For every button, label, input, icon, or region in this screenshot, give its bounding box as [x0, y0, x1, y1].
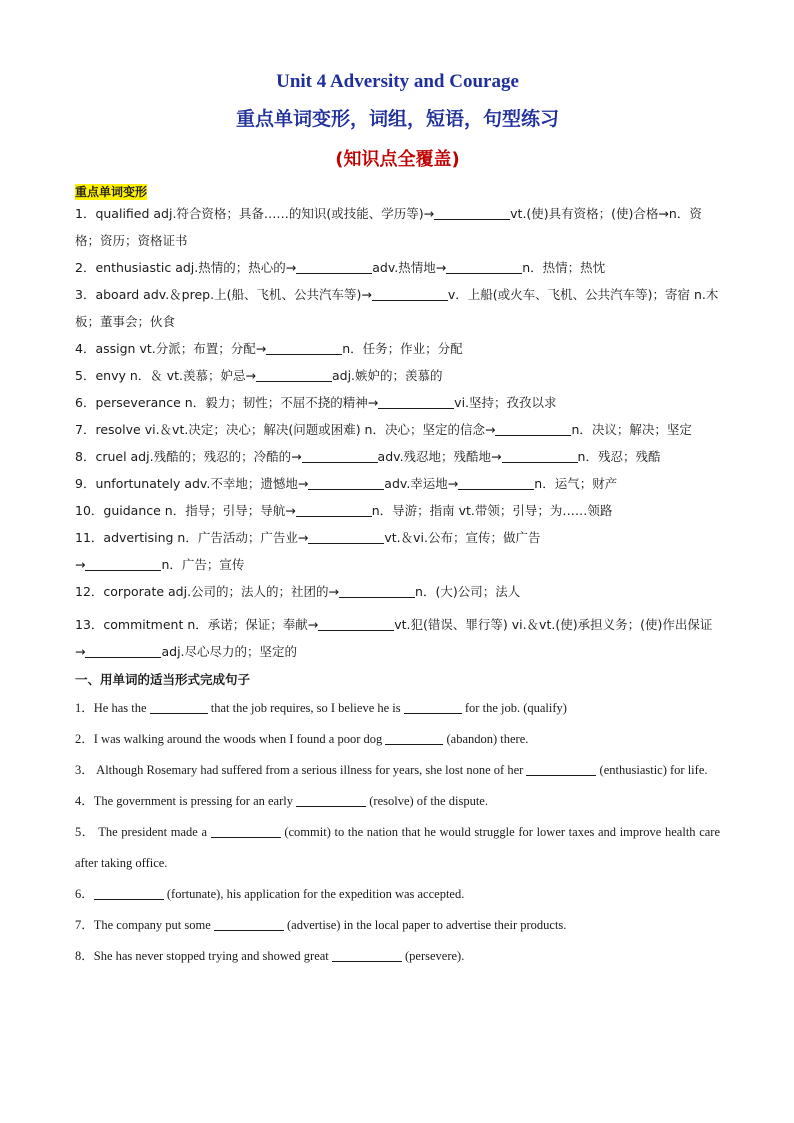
answer-blank[interactable]	[211, 823, 281, 838]
answer-blank[interactable]	[378, 394, 454, 409]
vocab-item: 9．unfortunately adv.不幸地；遗憾地→ adv.幸运地→ n．运气；财产	[75, 476, 618, 491]
exercise-item: 3． Although Rosemary had suffered from a serious illness for years, she lost none of her (enthusiastic) for life.	[75, 763, 708, 777]
answer-blank[interactable]	[296, 792, 366, 807]
exercise-list	[75, 693, 720, 972]
answer-blank[interactable]	[339, 583, 415, 598]
exercise-item: 2．I was walking around the woods when I found a poor dog (abandon) there.	[75, 732, 529, 746]
answer-blank[interactable]	[296, 259, 372, 274]
vocab-item: 4．assign vt.分派；布置；分配→ n．任务；作业；分配	[75, 341, 463, 356]
answer-blank[interactable]	[296, 502, 372, 517]
answer-blank[interactable]	[318, 616, 394, 631]
vocab-item: 3．aboard adv.＆prep.上(船、飞机、公共汽车等)→ v．上船(或火车、飞机、公共汽车等)；寄宿 n.木板；董事会；伙食	[75, 287, 719, 329]
page-subtitle: 重点单词变形，词组，短语，句型练习	[235, 108, 559, 130]
answer-blank[interactable]	[214, 916, 284, 931]
vocab-section-heading: 重点单词变形	[75, 185, 148, 199]
answer-blank[interactable]	[446, 259, 522, 274]
answer-blank[interactable]	[94, 885, 164, 900]
answer-blank[interactable]	[372, 286, 448, 301]
answer-blank[interactable]	[404, 699, 462, 714]
answer-blank[interactable]	[526, 761, 596, 776]
answer-blank[interactable]	[256, 367, 332, 382]
answer-blank[interactable]	[85, 556, 161, 571]
answer-blank[interactable]	[458, 475, 534, 490]
vocab-item: 2．enthusiastic adj.热情的；热心的→ adv.热情地→ n．热情；热忱	[75, 260, 606, 275]
vocab-list	[75, 200, 720, 665]
vocab-item: 12．corporate adj.公司的；法人的；社团的→ n．(大)公司；法人	[75, 584, 521, 599]
exercise-item: 4．The government is pressing for an early (resolve) of the dispute.	[75, 794, 488, 808]
worksheet-page	[75, 66, 720, 972]
answer-blank[interactable]	[332, 947, 402, 962]
vocab-item: 6．perseverance n．毅力；韧性；不屈不挠的精神→ vi.坚持；孜孜以求	[75, 395, 557, 410]
answer-blank[interactable]	[150, 699, 208, 714]
answer-blank[interactable]	[495, 421, 571, 436]
vocab-item: 1．qualified adj.符合资格；具备……的知识(或技能、学历等)→ vt.(使)具有资格；(使)合格→n．资格；资历；资格证书	[75, 206, 702, 248]
exercise-item: 8．She has never stopped trying and showed great (persevere).	[75, 949, 465, 963]
exercise-item: 5． The president made a (commit) to the nation that he would struggle for lower taxes and improve health care after taking office.	[75, 825, 721, 870]
answer-blank[interactable]	[266, 340, 342, 355]
vocab-item: 5．envy n．＆ vt.羡慕；妒忌→ adj.嫉妒的；羡慕的	[75, 368, 443, 383]
exercise-item: 7．The company put some (advertise) in the local paper to advertise their products.	[75, 918, 567, 932]
vocab-item: 11．advertising n．广告活动；广告业→ vt.＆vi.公布；宣传；做广告 → n．广告；宣传	[75, 530, 541, 572]
answer-blank[interactable]	[302, 448, 378, 463]
answer-blank[interactable]	[385, 730, 443, 745]
exercise-section-heading: 一、用单词的适当形式完成句子	[75, 672, 251, 687]
page-title: Unit 4 Adversity and Courage	[276, 71, 519, 92]
answer-blank[interactable]	[308, 475, 384, 490]
answer-blank[interactable]	[502, 448, 578, 463]
exercise-item: 6． (fortunate), his application for the expedition was accepted.	[75, 887, 465, 901]
answer-blank[interactable]	[308, 529, 384, 544]
exercise-item: 1．He has the that the job requires, so I believe he is for the job. (qualify)	[75, 701, 567, 715]
vocab-item: 7．resolve vi.＆vt.决定；决心；解决(问题或困难) n．决心；坚定的信念→ n．决议；解决；坚定	[75, 422, 692, 437]
vocab-item: 13．commitment n．承诺；保证；奉献→ vt.犯(错误、罪行等) vi.＆vt.(使)承担义务；(使)作出保证→ adj.尽心尽力的；坚定的	[75, 617, 713, 659]
answer-blank[interactable]	[434, 205, 510, 220]
answer-blank[interactable]	[85, 643, 161, 658]
vocab-item: 10．guidance n．指导；引导；导航→ n．导游；指南 vt.带领；引导；为……领路	[75, 503, 613, 518]
vocab-item: 8．cruel adj.残酷的；残忍的；冷酷的→ adv.残忍地；残酷地→ n．残忍；残酷	[75, 449, 661, 464]
page-subtitle-coverage: (知识点全覆盖)	[335, 149, 460, 170]
